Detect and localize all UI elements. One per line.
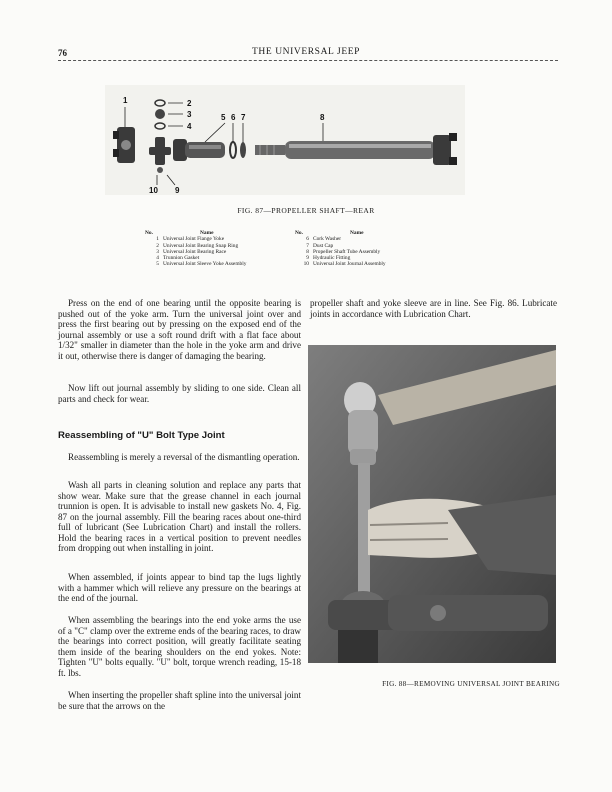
body-paragraph: When assembled, if joints appear to bind tap the lugs lightly with a hammer which will relieve any pressure on the bearings at the end of the journal. — [58, 572, 301, 603]
parts-legend-left — [145, 230, 305, 268]
body-paragraph: Reassembling is merely a reversal of the dismantling operation. — [68, 452, 300, 462]
callout-3: 3 — [187, 110, 192, 119]
body-paragraph: When inserting the propeller shaft spline into the universal joint be sure that the arrows on the — [58, 690, 301, 711]
parts-legend-right — [295, 230, 475, 268]
legend-row: 4 Trunnion Gasket — [156, 255, 200, 262]
callout-8: 8 — [320, 113, 325, 122]
body-paragraph: Press on the end of one bearing until the opposite bearing is pushed out of the yoke arm. Turn the universal joint over and press the first bearing out by pressing on the exposed end of the journal assembly or use a soft round drift with a flat face about 1/32" smaller in diameter than the hole in the yoke arm and drive it out, otherwise there is danger of damaging the bearing. — [58, 298, 301, 361]
legend-name-header: Name — [200, 230, 214, 236]
header-rule — [58, 60, 558, 61]
body-paragraph: propeller shaft and yoke sleeve are in line. See Fig. 86. Lubricate joints in accordance with Lubrication Chart. — [310, 298, 557, 319]
legend-name-header: Name — [350, 230, 364, 236]
legend-row: 7 Dust Cap — [306, 242, 334, 249]
figure-88-caption: FIG. 88—REMOVING UNIVERSAL JOINT BEARING — [382, 680, 560, 688]
callout-4: 4 — [187, 122, 192, 131]
running-header: THE UNIVERSAL JEEP — [251, 47, 361, 57]
figure-88-photo — [308, 345, 556, 663]
legend-row: 2 Universal Joint Bearing Snap Ring — [156, 242, 239, 249]
legend-row: 3 Universal Joint Bearing Race — [156, 248, 227, 255]
legend-row: 1 Universal Joint Flange Yoke — [156, 236, 225, 243]
legend-no-header: No. — [295, 230, 303, 236]
figure-87-caption: FIG. 87—PROPELLER SHAFT—REAR — [237, 206, 375, 215]
dust-cap-part — [240, 142, 246, 158]
callout-1: 1 — [123, 96, 128, 105]
callout-10: 10 — [149, 186, 158, 195]
page-number: 76 — [58, 48, 67, 58]
callout-7: 7 — [241, 113, 246, 122]
figure-87-propeller-shaft — [105, 85, 465, 195]
callout-6: 6 — [231, 113, 236, 122]
body-paragraph: Now lift out journal assembly by sliding to one side. Clean all parts and check for wear. — [58, 383, 301, 404]
body-paragraph: When assembling the bearings into the end yoke arms the use of a "C" clamp over the extreme ends of the bearing races, to draw the bearings into correct position, will greatly facilitate seating them inside of the bearing shoulders on the end yokes. Note: Tighten "U" bolts equally. "U" bolt, torque wrench reading, 15-18 ft. lbs. — [58, 615, 301, 678]
legend-row: 6 Cork Washer — [306, 236, 342, 243]
section-title: Reassembling of "U" Bolt Type Joint — [58, 430, 225, 441]
legend-row: 10 Universal Joint Journal Assembly — [303, 261, 386, 268]
callout-5: 5 — [221, 113, 226, 122]
callout-9: 9 — [175, 186, 180, 195]
legend-row: 8 Propeller Shaft Tube Assembly — [306, 248, 381, 255]
sleeve-yoke-part — [173, 139, 225, 161]
legend-row: 5 Universal Joint Sleeve Yoke Assembly — [156, 261, 247, 268]
legend-row: 9 Hydraulic Fitting — [306, 255, 351, 262]
body-paragraph: Wash all parts in cleaning solution and replace any parts that show wear. Make sure that the grease channel in each journal trunnion is open. It is advisable to install new gaskets No. 4, Fig. 87 on the journal assembly. Fill the bearing races about one-third full of lubricant (See Lubrication Chart) and install the rollers. Hold the bearing races in a vertical position to prevent needles from dropping out when installing in joint. — [58, 480, 301, 553]
legend-no-header: No. — [145, 230, 153, 236]
callout-2: 2 — [187, 99, 192, 108]
